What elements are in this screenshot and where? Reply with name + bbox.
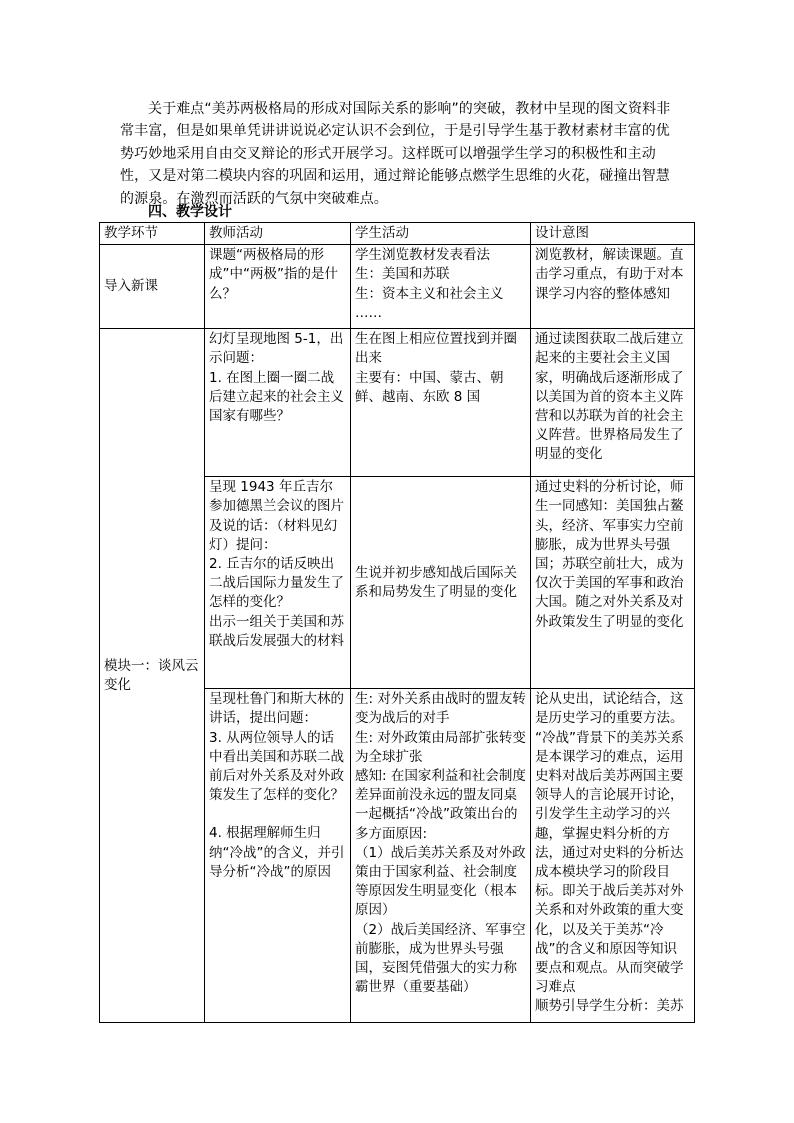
student-line: 感知: 在国家利益和社会制度差异面前没永远的盟友同桌一起概括“冷战”政策出台的多方面原因: [355, 768, 526, 842]
section-heading: 四、教学设计 [148, 204, 232, 220]
stage-cell-intro: 导入新课 [100, 245, 205, 329]
student-line: 主要有：中国、蒙古、朝鲜、越南、东欧 8 国 [355, 369, 504, 405]
student-cell: 生说并初步感知战后国际关系和局势发生了明显的变化 [351, 477, 531, 689]
student-line: 生在图上相应位置找到并圈出来 [355, 331, 517, 367]
intent-line: “冷战”背景下的美苏关系是本课学习的难点，运用史料对战后美苏两国主要领导人的言论展开讨论，引发学生主动学习的兴趣，掌握史料分析的方法，通过对史料的分析达成本模块学习的阶段目标。即关于战后美苏对外关系和对外政策的重大变化，以及关于美苏“冷战”的含义和原因等知识要点和观点。从而突破学习难点 [535, 729, 684, 996]
intent-cell: 通过读图获取二战后建立起来的主要社会主义国家，明确战后逐渐形成了以美国为首的资本主义阵营和以苏联为首的社会主义阵营。世界格局发生了明显的变化 [531, 329, 695, 477]
teacher-cell [205, 477, 351, 689]
teacher-cell: 课题“两极格局的形成”中“两极”指的是什么？ [205, 245, 351, 329]
intent-cell [531, 689, 695, 1023]
student-line: （1）战后美苏关系及对外政策由于国家利益、社会制度等原因发生明显变化（根本原因） [355, 844, 526, 919]
stage-cell-module1 [100, 329, 205, 1023]
header-cell-intent: 设计意图 [531, 223, 695, 245]
intent-cell: 通过史料的分析讨论，师生一同感知：美国独占鳌头，经济、军事实力空前膨胀，成为世界头号强国；苏联空前壮大，成为仅次于美国的军事和政治大国。随之对外关系及对外政策发生了明显的变化 [531, 477, 695, 689]
table-row [100, 245, 695, 329]
teacher-line: 2. 丘吉尔的话反映出二战后国际力量发生了怎样的变化？ [209, 556, 344, 611]
table-row [100, 329, 695, 477]
intent-line: 论从史出，试论结合，这是历史学习的重要方法。 [535, 691, 684, 727]
table-header-row [100, 223, 695, 245]
student-line: 生：美国和苏联 [355, 266, 450, 283]
student-cell [351, 689, 531, 1023]
teacher-cell [205, 329, 351, 477]
teacher-line: 出示一组关于美国和苏联战后发展强大的材料 [209, 613, 344, 649]
teacher-line: 呈现杜鲁门和斯大林的讲话，提出问题： [209, 691, 344, 727]
student-line: （2）战后美国经济、军事空前膨胀，成为世界头号强国，妄图凭借强大的实力称霸世界（重要基础） [355, 921, 526, 996]
teaching-design-table [99, 222, 695, 1023]
intent-cell: 浏览教材，解读课题。直击学习重点，有助于对本课学习内容的整体感知 [531, 245, 695, 329]
student-line: 生: 对外关系由战时的盟友转变为战后的对手 [355, 691, 526, 727]
spacer [209, 805, 346, 824]
student-cell [351, 245, 531, 329]
student-cell [351, 329, 531, 477]
student-line: …… [355, 304, 382, 321]
intent-line: 顺势引导学生分析：美苏 [535, 998, 684, 1015]
header-cell-student: 学生活动 [351, 223, 531, 245]
teacher-line: 幻灯呈现地图 5-1，出示问题： [209, 331, 344, 367]
module1-label: 模块一：谈风云变化 [104, 657, 199, 693]
intro-paragraph [120, 98, 680, 210]
teacher-line: 4. 根据理解师生归纳“冷战”的含义，并引导分析“冷战”的原因 [209, 825, 345, 880]
teacher-cell [205, 689, 351, 1023]
header-cell-stage: 教学环节 [100, 223, 205, 245]
teacher-line: 3. 从两位领导人的话中看出美国和苏联二战前后对外关系及对外政策发生了怎样的变化？ [209, 729, 344, 804]
header-cell-teacher: 教师活动 [205, 223, 351, 245]
student-line: 生: 对外政策由局部扩张转变为全球扩张 [355, 729, 526, 765]
teacher-line: 呈现 1943 年丘吉尔参加德黑兰会议的图片及说的话：（材料见幻灯）提问： [209, 479, 344, 553]
student-line: 学生浏览教材发表看法 [355, 247, 490, 264]
student-line: 生：资本主义和社会主义 [355, 285, 504, 302]
teacher-line: 1. 在图上圈一圈二战后建立起来的社会主义国家有哪些？ [209, 369, 344, 425]
intro-text: 关于难点“美苏两极格局的形成对国际关系的影响”的突破，教材中呈现的图文资料非常丰富，但是如果单凭讲讲说说必定认识不会到位，于是引导学生基于教材素材丰富的优势巧妙地采用自由交叉辩论的形式开展学习。这样既可以增强学生学习的积极性和主动性，又是对第二模块内容的巩固和运用，通过辩论能够点燃学生思维的火花，碰撞出智慧的源泉。在激烈而活跃的气氛中突破难点。 [120, 101, 671, 207]
